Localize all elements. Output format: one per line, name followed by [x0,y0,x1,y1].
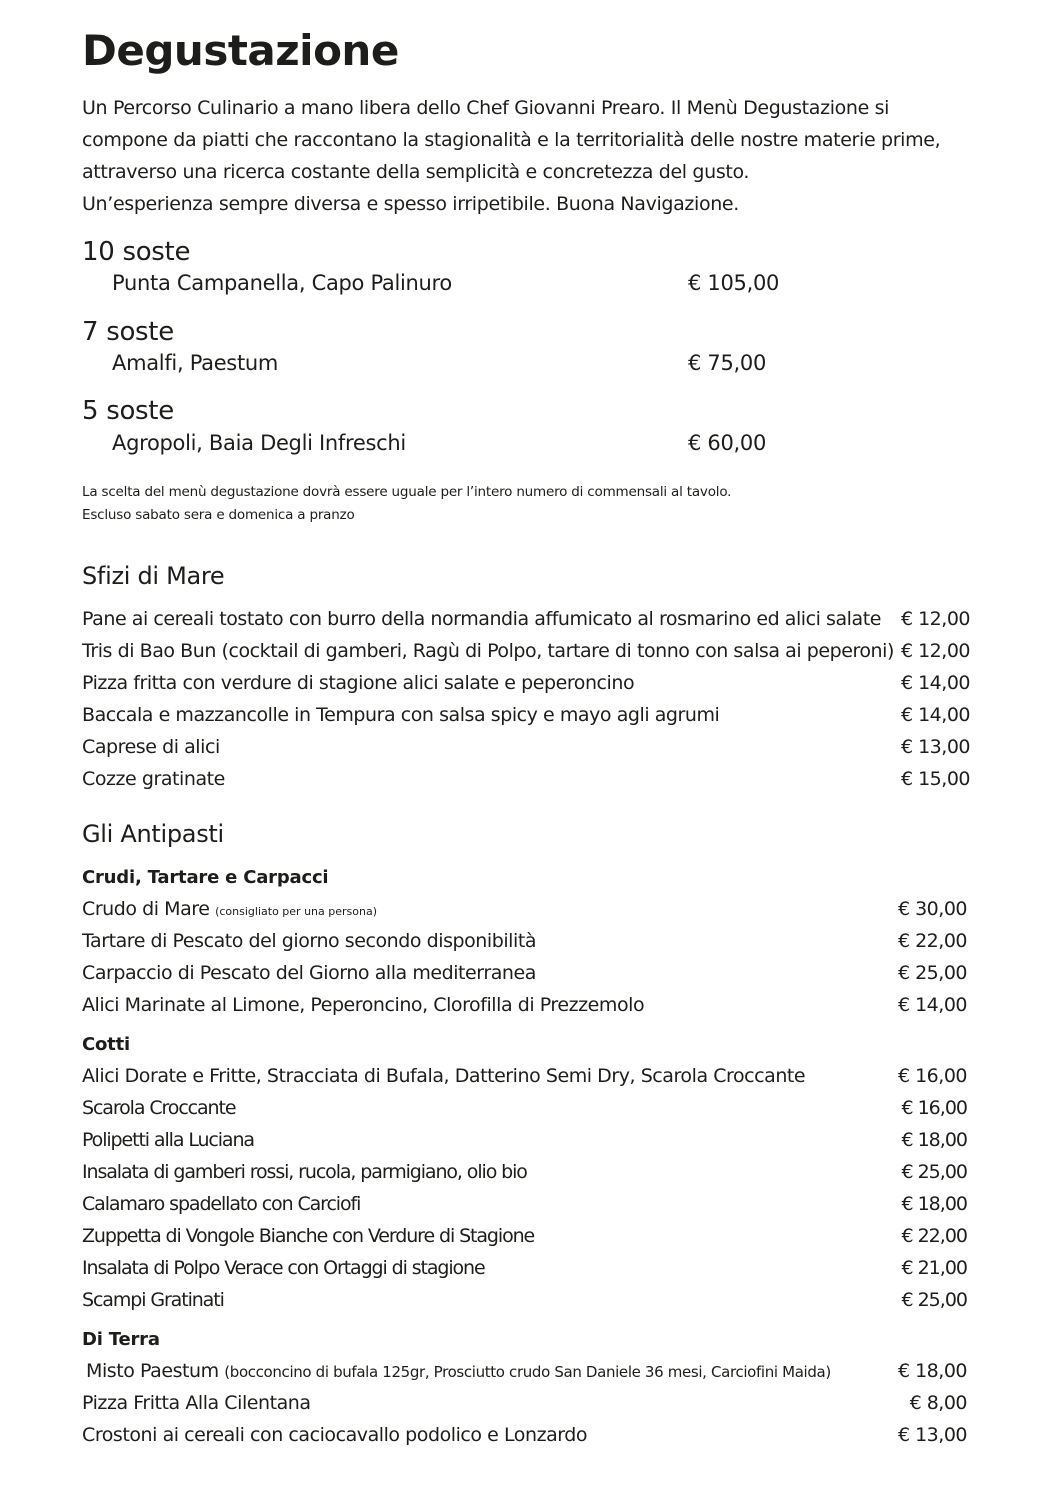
menu-item-name: Insalata di gamberi rossi, rucola, parmigiano, olio bio [82,1161,527,1183]
menu-item-name: Caprese di alici [82,736,220,758]
menu-item-price: € 18,00 [901,1129,967,1151]
menu-item-price: € 16,00 [901,1097,967,1119]
menu-item-price: € 14,00 [897,994,967,1016]
menu-item-label: Misto Paestum [86,1360,219,1382]
menu-item-price: € 14,00 [900,704,970,726]
menu-item-price: € 8,00 [909,1392,967,1414]
menu-item-price: € 12,00 [900,640,970,662]
menu-item-name [82,898,377,920]
menu-item-price: € 15,00 [900,768,970,790]
menu-item-label: Crudo di Mare [82,898,210,920]
menu-item-name: Scampi Gratinati [82,1289,224,1311]
section-title-sfizi: Sfizi di Mare [82,562,225,590]
tasting-places: Amalfi, Paestum [112,351,279,375]
menu-item-note: (consigliato per una persona) [215,905,377,918]
tasting-title: 7 soste [82,317,174,347]
menu-item-name: Zuppetta di Vongole Bianche con Verdure di Stagione [82,1225,535,1247]
menu-item-note: (bocconcino di bufala 125gr, Prosciutto crudo San Daniele 36 mesi, Carciofini Maida) [224,1363,831,1381]
menu-item-name: Pizza Fritta Alla Cilentana [82,1392,311,1414]
menu-item-name: Pane ai cereali tostato con burro della normandia affumicato al rosmarino ed alici salate [82,608,881,630]
menu-item-name: Carpaccio di Pescato del Giorno alla mediterranea [82,962,536,984]
tasting-note: Escluso sabato sera e domenica a pranzo [82,507,355,523]
subsection-title-terra: Di Terra [82,1329,160,1350]
intro-line: Un Percorso Culinario a mano libera dello Chef Giovanni Prearo. Il Menù Degustazione si [82,97,890,119]
menu-item-price: € 18,00 [897,1360,967,1382]
menu-item-name: Baccala e mazzancolle in Tempura con salsa spicy e mayo agli agrumi [82,704,720,726]
tasting-places: Punta Campanella, Capo Palinuro [112,271,452,295]
tasting-price: € 105,00 [688,271,780,295]
tasting-title: 5 soste [82,396,174,426]
tasting-price: € 60,00 [688,431,767,455]
intro-paragraph [82,92,1022,220]
menu-item-name: Crostoni ai cereali con caciocavallo podolico e Lonzardo [82,1424,588,1446]
menu-item-name: Calamaro spadellato con Carciofi [82,1193,361,1215]
section-title-antipasti: Gli Antipasti [82,820,224,848]
tasting-places: Agropoli, Baia Degli Infreschi [112,431,406,455]
menu-item-name [86,1360,831,1382]
menu-item-name: Alici Marinate al Limone, Peperoncino, Clorofilla di Prezzemolo [82,994,645,1016]
menu-item-name: Pizza fritta con verdure di stagione alici salate e peperoncino [82,672,635,694]
menu-item-price: € 12,00 [900,608,970,630]
menu-item-price: € 21,00 [901,1257,967,1279]
intro-line: compone da piatti che raccontano la stagionalità e la territorialità delle nostre materie prime, [82,129,941,151]
menu-item-price: € 25,00 [901,1289,967,1311]
menu-item-price: € 16,00 [897,1065,967,1087]
menu-item-price: € 30,00 [897,898,967,920]
tasting-price: € 75,00 [688,351,767,375]
menu-item-price: € 25,00 [897,962,967,984]
menu-item-price: € 13,00 [900,736,970,758]
subsection-title-crudi: Crudi, Tartare e Carpacci [82,867,329,888]
menu-item-price: € 25,00 [901,1161,967,1183]
menu-item-name: Insalata di Polpo Verace con Ortaggi di stagione [82,1257,485,1279]
menu-item-name: Scarola Croccante [82,1097,236,1119]
menu-item-name: Tris di Bao Bun (cocktail di gamberi, Ragù di Polpo, tartare di tonno con salsa ai peperoni) [82,640,894,662]
menu-item-price: € 22,00 [901,1225,967,1247]
menu-item-name: Cozze gratinate [82,768,225,790]
menu-item-price: € 22,00 [897,930,967,952]
intro-line: attraverso una ricerca costante della semplicità e concretezza del gusto. [82,161,750,183]
menu-item-name: Polipetti alla Luciana [82,1129,254,1151]
menu-item-price: € 18,00 [901,1193,967,1215]
subsection-title-cotti: Cotti [82,1034,130,1055]
menu-item-price: € 14,00 [900,672,970,694]
menu-item-name: Alici Dorate e Fritte, Stracciata di Bufala, Datterino Semi Dry, Scarola Croccante [82,1065,806,1087]
menu-item-price: € 13,00 [897,1424,967,1446]
intro-line: Un’esperienza sempre diversa e spesso irripetibile. Buona Navigazione. [82,193,739,215]
menu-item-name: Tartare di Pescato del giorno secondo disponibilità [82,930,537,952]
tasting-title: 10 soste [82,237,191,267]
page-title: Degustazione [82,26,399,75]
tasting-note: La scelta del menù degustazione dovrà essere uguale per l’intero numero di commensali al tavolo. [82,484,732,500]
